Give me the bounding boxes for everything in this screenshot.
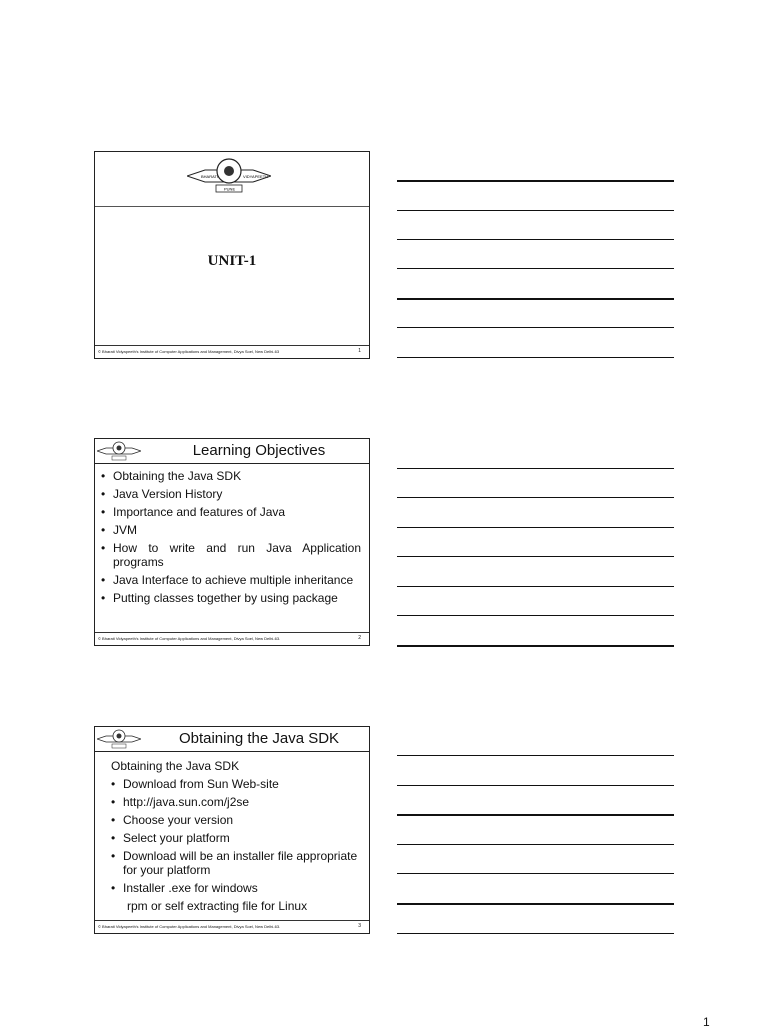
list-item: • Importance and features of Java <box>101 505 286 519</box>
slide-footer <box>95 920 369 933</box>
list-item: • Java Version History <box>101 487 223 501</box>
header-rule <box>95 206 369 207</box>
note-line <box>397 933 674 934</box>
slide-number: 2 <box>358 635 361 641</box>
note-line <box>397 615 674 616</box>
slide-number: 3 <box>358 923 361 929</box>
objectives-list <box>101 469 361 609</box>
note-line <box>397 645 674 647</box>
note-line <box>397 327 674 328</box>
institute-logo <box>187 156 271 196</box>
note-line <box>397 298 674 300</box>
note-line <box>397 527 674 528</box>
note-line <box>397 903 674 905</box>
list-item: • Download from Sun Web-site <box>111 777 279 791</box>
list-item-continuation: rpm or self extracting file for Linux <box>127 899 308 913</box>
slide-obtaining-java-sdk <box>94 726 370 934</box>
slide-number: 1 <box>358 348 361 354</box>
slide-header <box>95 727 369 752</box>
note-line <box>397 785 674 786</box>
note-line <box>397 268 674 269</box>
list-item: • http://java.sun.com/j2se <box>111 795 250 809</box>
intro-text: Obtaining the Java SDK <box>111 759 240 773</box>
note-line <box>397 180 674 182</box>
institute-logo <box>97 728 141 750</box>
slide-header <box>95 439 369 464</box>
copyright-text: © Bharati Vidyapeeth's Institute of Computer Applications and Management, Divya Soel, New Delhi-63. <box>98 636 281 641</box>
slide-title: UNIT-1 <box>207 253 257 269</box>
slide-title: Obtaining the Java SDK <box>178 730 340 747</box>
logo-text-bottom: PUNE <box>224 186 236 192</box>
list-item: • How to write and run Java Application programs <box>101 541 361 569</box>
note-line <box>397 873 674 874</box>
note-line <box>397 586 674 587</box>
list-item: • Download will be an installer file appropriate for your platform <box>111 849 358 877</box>
list-item: • Choose your version <box>111 813 234 827</box>
logo-text-right: VIDYAPEETH <box>243 174 269 179</box>
list-item: • JVM <box>101 523 137 537</box>
list-item: • Obtaining the Java SDK <box>101 469 242 483</box>
slide-unit-1 <box>94 151 370 359</box>
note-line <box>397 468 674 469</box>
note-line <box>397 814 674 816</box>
list-item: • Putting classes together by using package <box>101 591 338 605</box>
copyright-text: © Bharati Vidyapeeth's Institute of Computer Applications and Management, Divya Soel, New Delhi-63. <box>98 924 281 929</box>
list-item: • Java Interface to achieve multiple inheritance <box>101 573 354 587</box>
list-item: • Installer .exe for windows <box>111 881 258 895</box>
logo-text-left: BHARATI <box>201 174 219 179</box>
sdk-steps-list <box>111 777 361 917</box>
note-line <box>397 556 674 557</box>
slide-footer <box>95 345 369 358</box>
slide-learning-objectives <box>94 438 370 646</box>
note-line <box>397 755 674 756</box>
page-number: 1 <box>703 1015 710 1029</box>
note-line <box>397 210 674 211</box>
slide-title: Learning Objectives <box>192 442 326 459</box>
list-item: • Select your platform <box>111 831 230 845</box>
institute-logo <box>97 440 141 462</box>
note-line <box>397 239 674 240</box>
note-line <box>397 497 674 498</box>
note-line <box>397 357 674 358</box>
copyright-text: © Bharati Vidyapeeth's Institute of Computer Applications and Management, Divya Soel, New Delhi-63 <box>98 349 280 354</box>
note-line <box>397 844 674 845</box>
slide-footer <box>95 632 369 645</box>
